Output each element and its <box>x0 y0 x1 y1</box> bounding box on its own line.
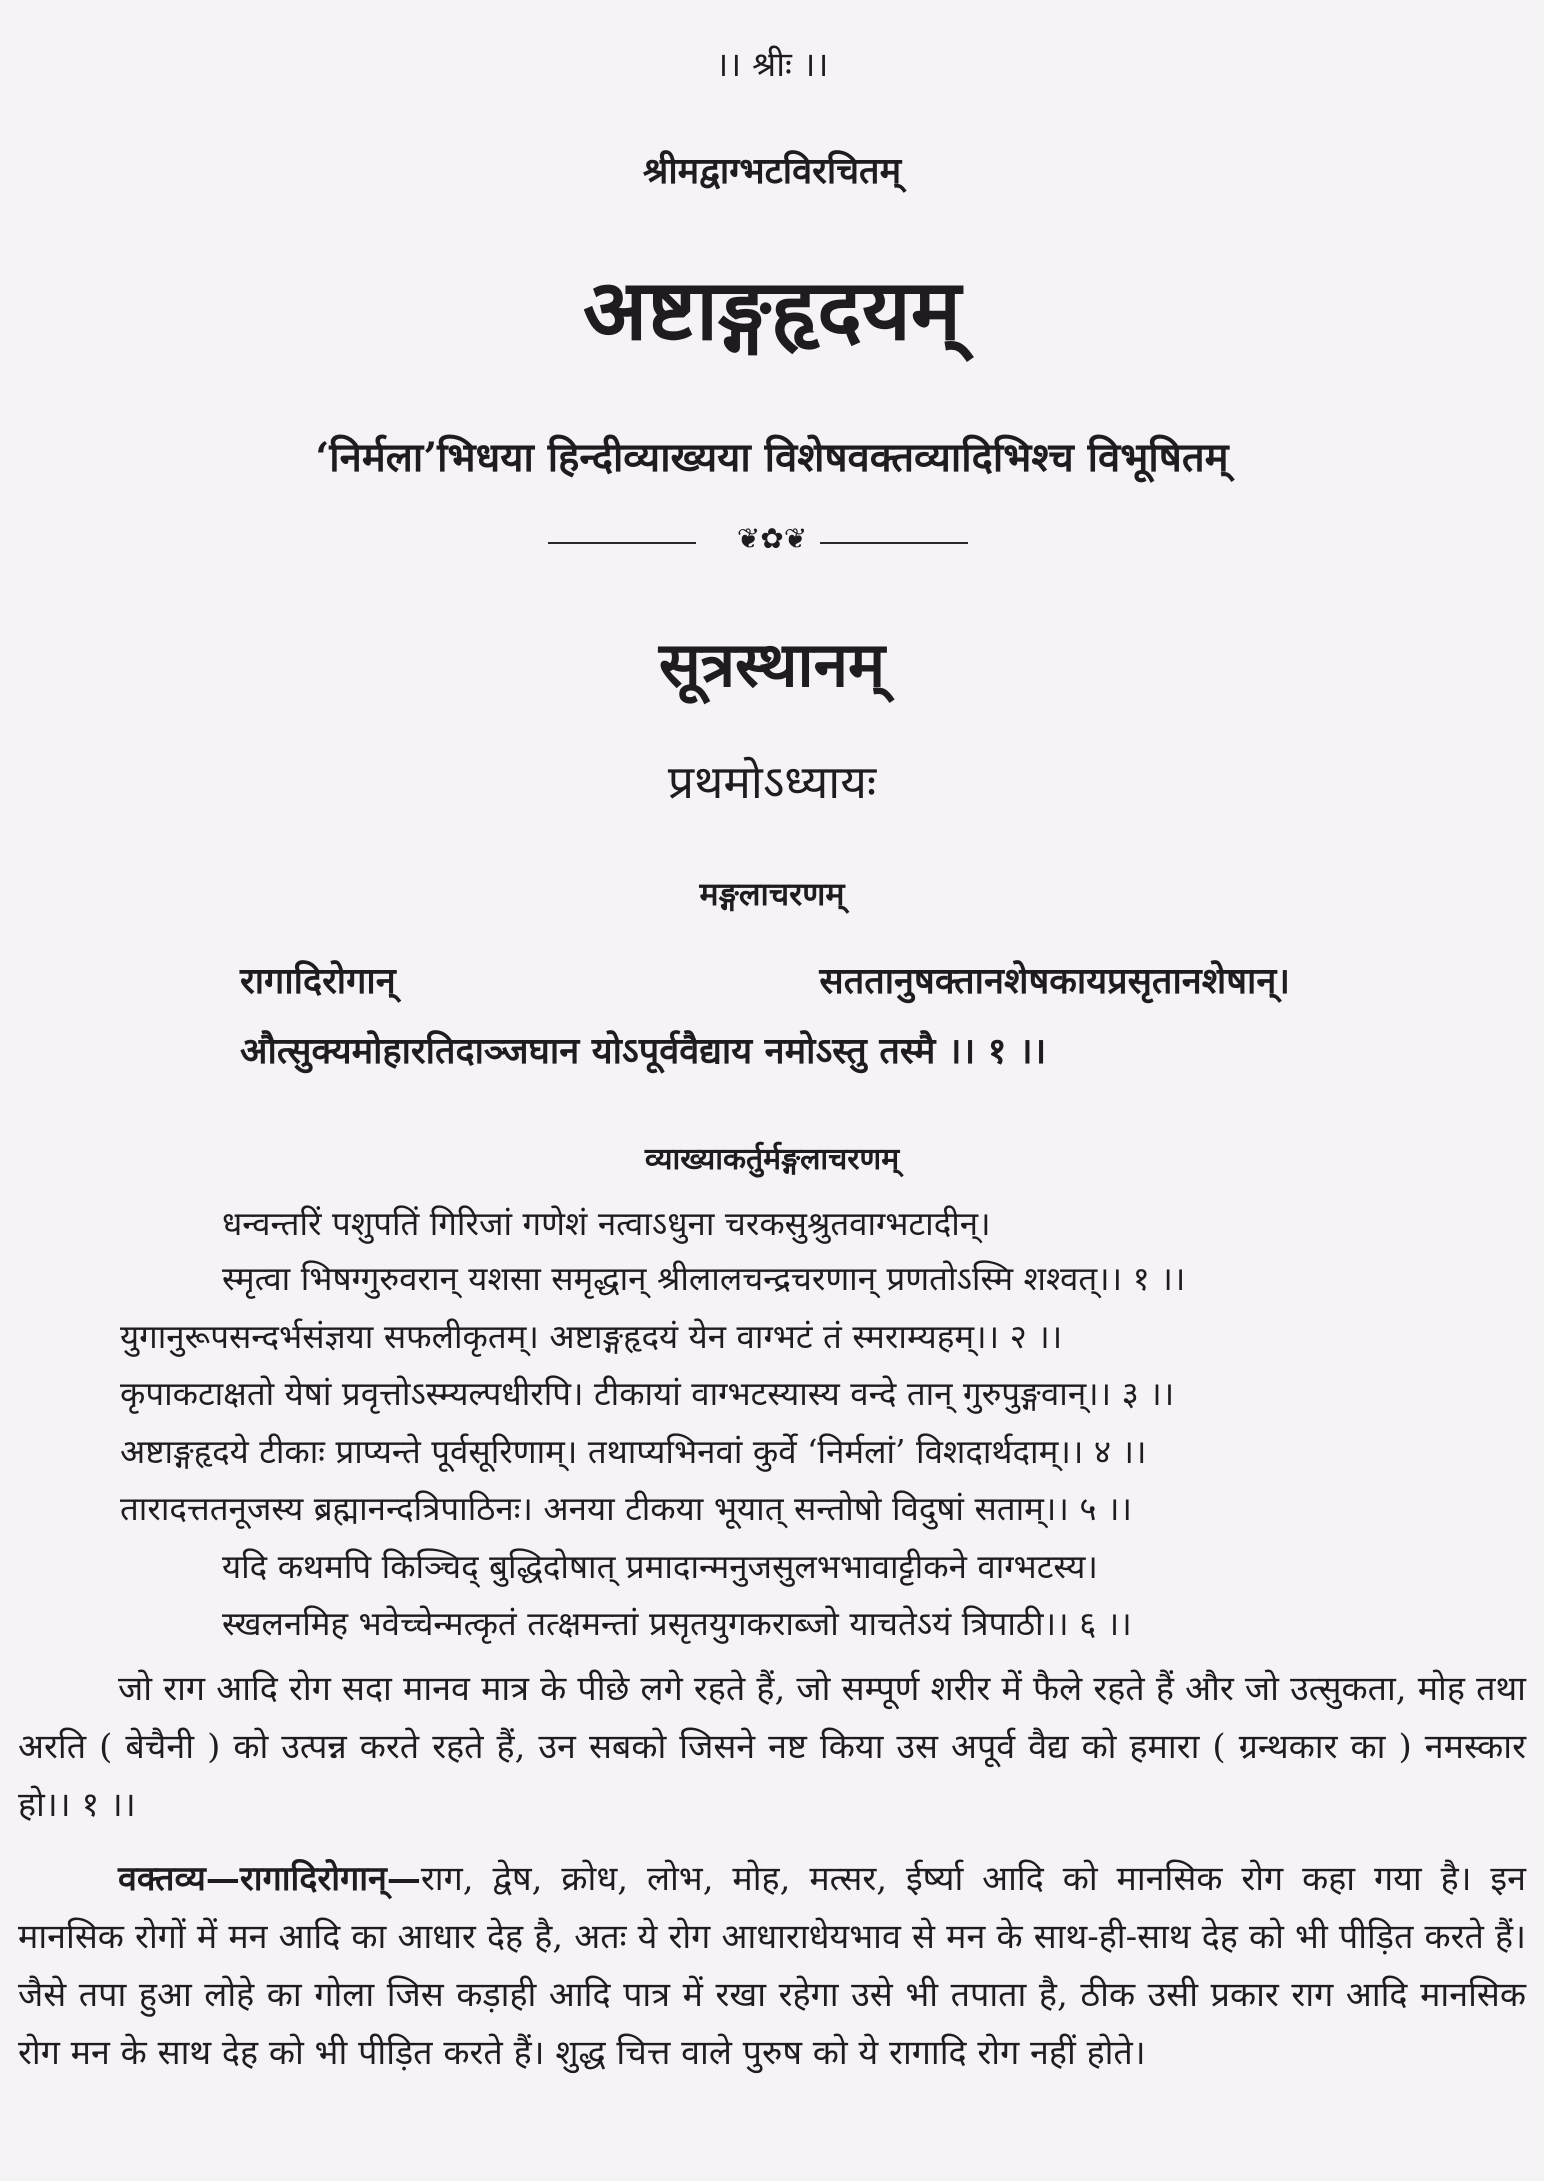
page-title: अष्टाङ्गहृदयम् <box>583 260 961 359</box>
commentator-verse-8: स्खलनमिह भवेच्चेन्मत्कृतं तत्क्षमन्तां प्रसृतयुगकराब्जो याचतेऽयं त्रिपाठी।। ६ ।। <box>222 1604 1132 1643</box>
author-line: श्रीमद्वाग्भटविरचितम् <box>642 150 902 192</box>
mangalacharana-heading: मङ्गलाचरणम् <box>699 875 845 913</box>
chapter-title: प्रथमोऽध्यायः <box>667 755 877 809</box>
verse-line-1-part-2: सततानुषक्तानशेषकायप्रसृतानशेषान्। <box>819 960 1290 1002</box>
translation-paragraph <box>18 1660 1526 1834</box>
ornament-rule-right <box>820 542 968 544</box>
subtitle: ‘निर्मला’भिधया हिन्दीव्याख्यया विशेषवक्तव्यादिभिश्च विभूषितम् <box>315 434 1229 481</box>
verse-line-1-part-1: रागादिरोगान् <box>240 960 396 1002</box>
commentator-verse-1: धन्वन्तरिं पशुपतिं गिरिजां गणेशं नत्वाऽधुना चरकसुश्रुतवाग्भटादीन्। <box>222 1204 991 1243</box>
commentator-verse-3: युगानुरूपसन्दर्भसंज्ञया सफलीकृतम्। अष्टाङ्गहृदयं येन वाग्भटं तं स्मराम्यहम्।। २ ।। <box>120 1317 1063 1356</box>
translation-text: जो राग आदि रोग सदा मानव मात्र के पीछे लगे रहते हैं, जो सम्पूर्ण शरीर में फैले रहते हैं और जो उत्सुकता, मोह तथा अरति ( बेचैनी ) को उत्पन्न करते रहते हैं, उन सबको जिसने नष्ट किया उस अपूर्व वैद्य को हमारा ( ग्रन्थकार का ) नमस्कार हो।। १ ।। <box>18 1669 1526 1825</box>
note-text: राग, द्वेष, क्रोध, लोभ, मोह, मत्सर, ईर्ष्या आदि को मानसिक रोग कहा गया है। इन मानसिक रोगों में मन आदि का आधार देह है, अतः ये रोग आधाराधेयभाव से मन के साथ-ही-साथ देह को भी पीड़ित करते हैं। जैसे तपा हुआ लोहे का गोला जिस कड़ाही आदि पात्र में रखा रहेगा उसे भी तपाता है, ठीक उसी प्रकार राग आदि मानसिक रोग मन के साथ देह को भी पीड़ित करते हैं। शुद्ध चित्त वाले पुरुष को ये रागादि रोग नहीं होते। <box>18 1859 1526 2073</box>
commentator-verse-4: कृपाकटाक्षतो येषां प्रवृत्तोऽस्म्यल्पधीरपि। टीकायां वाग्भटस्यास्य वन्दे तान् गुरुपुङ्गवान्।। ३ ।। <box>120 1374 1175 1413</box>
commentator-verse-2: स्मृत्वा भिषग्गुरुवरान् यशसा समृद्धान् श्रीलालचन्द्रचरणान् प्रणतोऽस्मि शश्वत्।। १ ।। <box>222 1259 1186 1298</box>
commentator-verse-6: तारादत्ततनूजस्य ब्रह्मानन्दत्रिपाठिनः। अनया टीकया भूयात् सन्तोषो विदुषां सताम्।। ५ ।। <box>120 1489 1133 1528</box>
note-label: वक्तव्य—रागादिरोगान्— <box>118 1859 421 1899</box>
section-title: सूत्रस्थानम् <box>658 628 886 701</box>
verse-line-1 <box>240 955 1290 1004</box>
commentator-verse-7: यदि कथमपि किञ्चिद् बुद्धिदोषात् प्रमादान्मनुजसुलभभावाट्टीकने वाग्भटस्य। <box>222 1547 1098 1586</box>
commentator-heading: व्याख्याकर्तुर्मङ्गलाचरणम् <box>644 1142 900 1177</box>
ornament-icon: ❦✿❦ <box>736 522 808 555</box>
commentator-verse-5: अष्टाङ्गहृदये टीकाः प्राप्यन्ते पूर्वसूरिणाम्। तथाप्यभिनवां कुर्वे ‘निर्मलां’ विशदार्थदाम्।। ४ ।। <box>120 1432 1147 1471</box>
note-paragraph <box>18 1850 1526 2082</box>
invocation: ।। श्रीः ।। <box>715 45 829 85</box>
verse-line-2: औत्सुक्यमोहारतिदाञ्जघान योऽपूर्ववैद्याय नमोऽस्तु तस्मै ।। १ ।। <box>240 1030 1047 1072</box>
